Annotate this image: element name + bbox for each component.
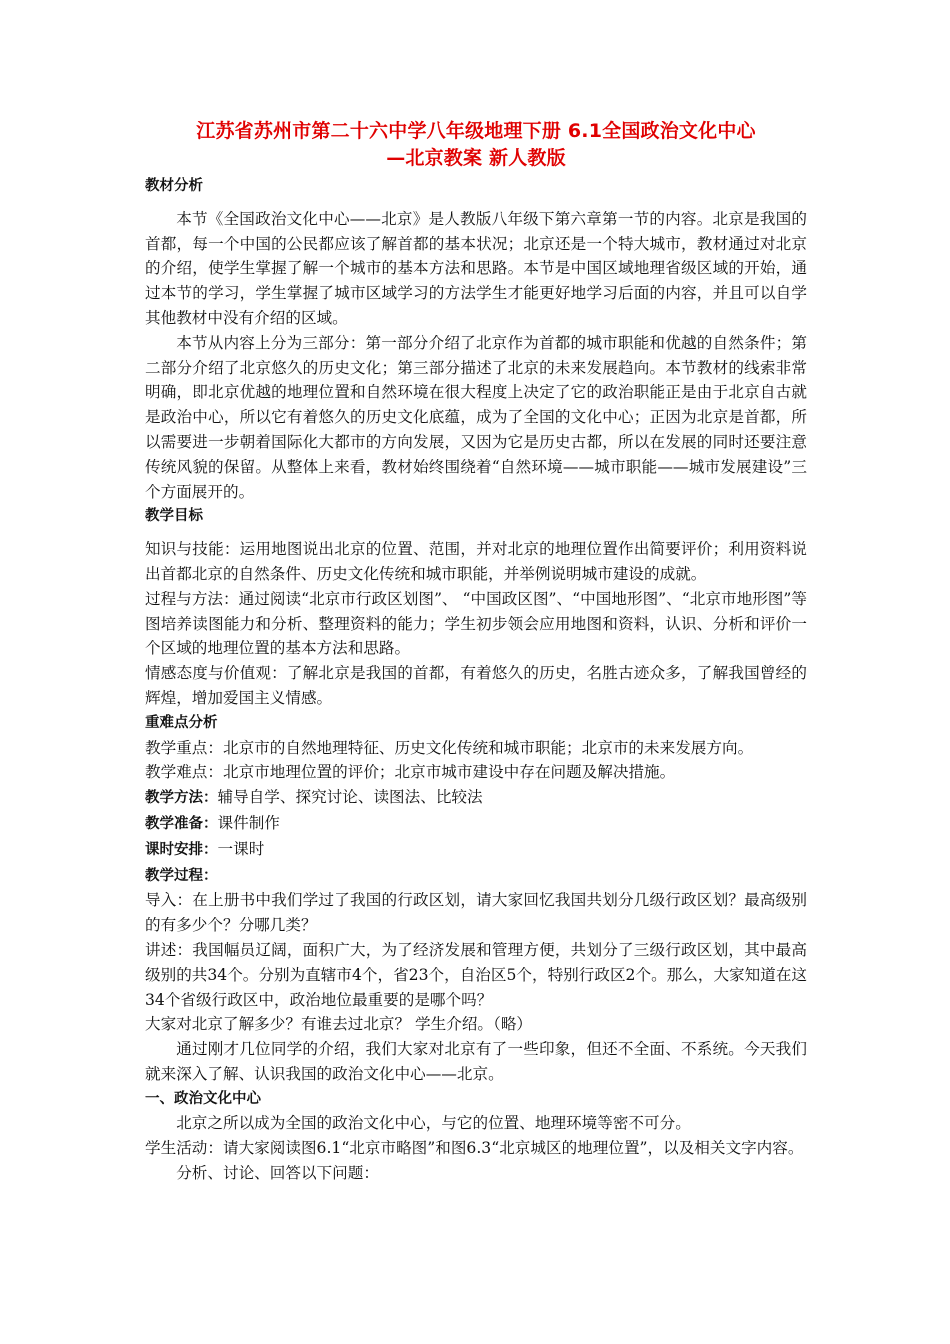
label-teaching-prep: 教学准备： [145,815,218,832]
paragraph-goal-attitude: 情感态度与价值观：了解北京是我国的首都，有着悠久的历史，名胜古迹众多，了解我国曾经的辉煌，增加爱国主义情感。 [145,664,807,707]
paragraph-part1-intro: 北京之所以成为全国的政治文化中心，与它的位置、地理环境等密不可分。 [176,1114,691,1133]
paragraph-student-activity: 学生活动：请大家阅读图6.1“北京市略图”和图6.3“北京城区的地理位置”，以及相关文字内容。 [145,1139,804,1158]
heading-key-points: 重难点分析 [145,714,218,731]
heading-political-cultural-center: 一、政治文化中心 [145,1090,261,1107]
paragraph-goal-knowledge: 知识与技能：运用地图说出北京的位置、范围，并对北京的地理位置作出简要评价；利用资料说出首都北京的自然条件、历史文化传统和城市职能，并举例说明城市建设的成就。 [145,540,807,583]
value-class-time: 一课时 [217,839,265,858]
paragraph-transition: 通过刚才几位同学的介绍，我们大家对北京有了一些印象，但还不全面、不系统。今天我们就来深入了解、认识我国的政治文化中心——北京。 [145,1040,807,1083]
paragraph-intro: 导入：在上册书中我们学过了我国的行政区划，请大家回忆我国共划分几级行政区划？最高级别的有多少个？分哪几类？ [145,891,807,935]
row-teaching-prep [145,811,807,837]
row-class-time [145,837,807,863]
paragraph-discussion: 分析、讨论、回答以下问题： [176,1164,379,1183]
value-teaching-prep: 课件制作 [217,813,280,832]
title-line-1: 江苏省苏州市第二十六中学八年级地理下册 6.1全国政治文化中心 [196,120,756,142]
paragraph-explain: 讲述：我国幅员辽阔，面积广大，为了经济发展和管理方便，共划分了三级行政区划，其中最高级别的共34个。分别为直辖市4个，省23个，自治区5个，特别行政区2个。那么，大家知道在这34个省级行政区中，政治地位最重要的是哪个吗？ [145,940,808,1009]
document-title [145,118,807,172]
label-teaching-process: 教学过程： [145,867,218,884]
paragraph-material-2: 本节从内容上分为三部分：第一部分介绍了北京作为首都的城市职能和优越的自然条件；第二部分介绍了北京悠久的历史文化；第三部分描述了北京的未来发展趋向。本节教材的线索非常明确，即北京优越的地理位置和自然环境在很大程度上决定了它的政治职能正是由于北京自古就是政治中心，所以它有着悠久的历史文化底蕴，成为了全国的文化中心；正因为北京是首都，所以需要进一步朝着国际化大都市的方向发展，又因为它是历史古都，所以在发展的同时还要注意传统风貌的保留。从整体上来看，教材始终围绕着“自然环境——城市职能——城市发展建设”三个方面展开的。 [145,333,807,501]
row-teaching-method [145,785,807,811]
document-page [145,118,807,1186]
value-teaching-method: 辅导自学、探究讨论、读图法、比较法 [217,788,483,807]
label-class-time: 课时安排： [145,841,218,858]
paragraph-goal-process: 过程与方法：通过阅读“北京市行政区划图”、 “中国政区图”、“中国地形图”、“北京市地形图”等图培养读图能力和分析、整理资料的能力；学生初步领会应用地图和资料，认识、分析和评价一个区域的地理位置的基本方法和思路。 [145,589,807,658]
paragraph-material-1: 本节《全国政治文化中心——北京》是人教版八年级下第六章第一节的内容。北京是我国的首都，每一个中国的公民都应该了解首都的基本状况；北京还是一个特大城市，教材通过对北京的介绍，使学生掌握了解一个城市的基本方法和思路。本节是中国区域地理省级区域的开始，通过本节的学习，学生掌握了城市区域学习的方法学生才能更好地学习后面的内容，并且可以自学其他教材中没有介绍的区域。 [145,209,807,327]
heading-material-analysis: 教材分析 [145,178,203,194]
title-line-2: —北京教案 新人教版 [386,147,566,169]
label-teaching-method: 教学方法： [145,790,218,807]
heading-teaching-goals: 教学目标 [145,508,203,525]
paragraph-key-focus: 教学重点：北京市的自然地理特征、历史文化传统和城市职能；北京市的未来发展方向。 [145,738,754,757]
paragraph-question: 大家对北京了解多少？有谁去过北京？ 学生介绍。（略） [145,1015,533,1034]
row-teaching-process [145,863,807,889]
paragraph-key-difficulty: 教学难点：北京市地理位置的评价；北京市城市建设中存在问题及解决措施。 [145,763,676,782]
